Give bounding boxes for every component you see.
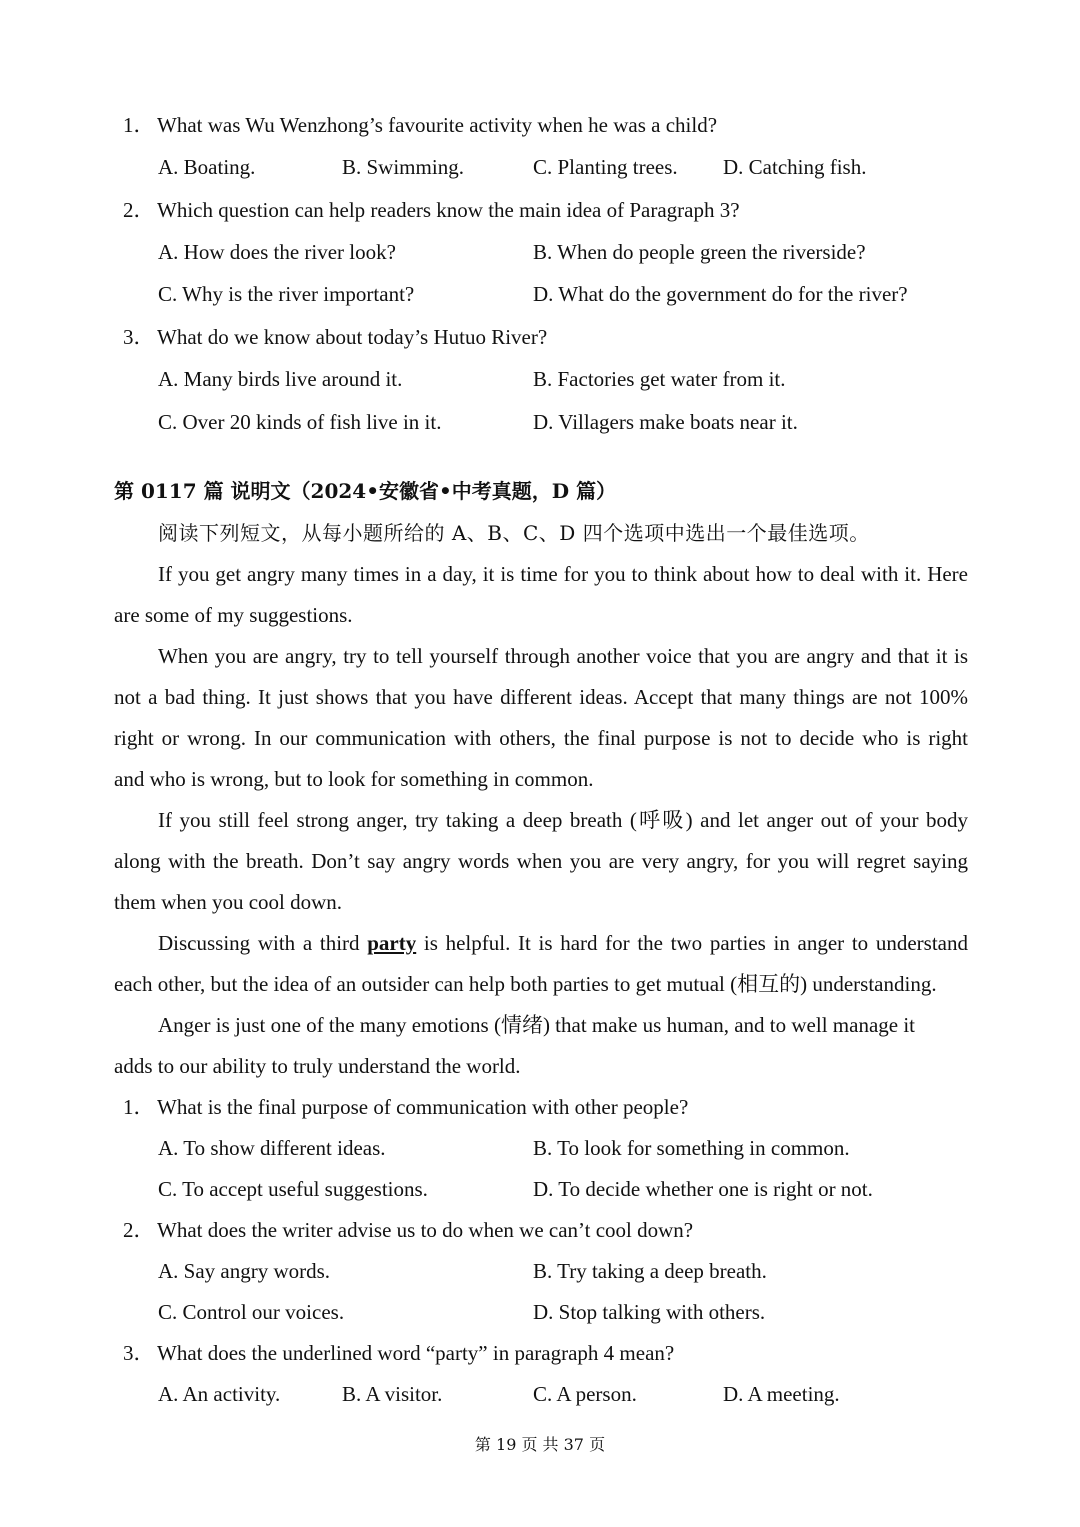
page-number: 第 19 页 共 37 页 [474, 1435, 606, 1454]
question-text: What do we know about today’s Hutuo River? [157, 325, 548, 349]
paragraph-line: adds to our ability to truly understand the world. [114, 1054, 521, 1078]
paragraph-line: are some of my suggestions. [114, 603, 353, 627]
option-a[interactable]: A. Many birds live around it. [158, 367, 403, 391]
instruction: 阅读下列短文，从每小题所给的 A、B、C、D 四个选项中选出一个最佳选项。 [158, 521, 870, 545]
option-b[interactable]: B. Try taking a deep breath. [533, 1259, 767, 1283]
paragraph-line: them when you cool down. [114, 890, 343, 914]
option-a[interactable]: A. Boating. [158, 155, 256, 179]
question-number: 2． [123, 1218, 155, 1242]
question-2 [123, 196, 740, 224]
question-text: What is the final purpose of communication with other people? [157, 1095, 689, 1119]
option-a[interactable]: A. How does the river look? [158, 240, 396, 264]
paragraph-line: Anger is just one of the many emotions (情绪) that make us human, and to well manage it [158, 1013, 916, 1037]
option-c[interactable]: C. Over 20 kinds of fish live in it. [158, 410, 442, 434]
question-text: What does the underlined word “party” in paragraph 4 mean? [157, 1341, 675, 1365]
paragraph-line: If you still feel strong anger, try taking a deep breath (呼吸) and let anger out of your body [158, 808, 968, 832]
paragraph-line: each other, but the idea of an outsider can help both parties to get mutual (相互的) understanding. [114, 972, 937, 996]
article-heading: 第 0117 篇 说明文（2024•安徽省•中考真题，D 篇） [114, 479, 617, 503]
option-a[interactable]: A. To show different ideas. [158, 1136, 386, 1160]
option-c[interactable]: C. A person. [533, 1382, 637, 1406]
option-b[interactable]: B. Factories get water from it. [533, 367, 786, 391]
option-d[interactable]: D. What do the government do for the river? [533, 282, 908, 306]
paragraph-line: along with the breath. Don’t say angry words when you are very angry, for you will regret saying [114, 849, 968, 873]
question-text: What was Wu Wenzhong’s favourite activity when he was a child? [157, 113, 718, 137]
paragraph-line: right or wrong. In our communication with others, the final purpose is not to decide who is right [114, 726, 968, 750]
question-text: What does the writer advise us to do when we can’t cool down? [157, 1218, 694, 1242]
option-c[interactable]: C. Control our voices. [158, 1300, 345, 1324]
option-c[interactable]: C. Why is the river important? [158, 282, 415, 306]
option-d[interactable]: D. Stop talking with others. [533, 1300, 766, 1324]
question-3 [123, 1339, 674, 1367]
question-number: 1． [123, 113, 155, 137]
paragraph-line [158, 929, 968, 957]
question-number: 2． [123, 198, 155, 222]
text-segment: Discussing with a third [158, 931, 368, 955]
text-segment: is helpful. It is hard for the two parties in anger to understand [416, 931, 968, 955]
paragraph-line: not a bad thing. It just shows that you have different ideas. Accept that many things are not 100% [114, 685, 968, 709]
question-text: Which question can help readers know the main idea of Paragraph 3? [157, 198, 740, 222]
paragraph-line: and who is wrong, but to look for something in common. [114, 767, 594, 791]
question-2 [123, 1216, 693, 1244]
option-a[interactable]: A. An activity. [158, 1382, 281, 1406]
option-b[interactable]: B. Swimming. [342, 155, 464, 179]
option-b[interactable]: B. When do people green the riverside? [533, 240, 866, 264]
paragraph-line: If you get angry many times in a day, it is time for you to think about how to deal with it. Here [158, 562, 968, 586]
option-d[interactable]: D. A meeting. [723, 1382, 840, 1406]
option-b[interactable]: B. A visitor. [342, 1382, 443, 1406]
question-1 [123, 111, 717, 139]
option-b[interactable]: B. To look for something in common. [533, 1136, 850, 1160]
underlined-word-party: party [367, 931, 417, 955]
option-d[interactable]: D. To decide whether one is right or not. [533, 1177, 873, 1201]
option-a[interactable]: A. Say angry words. [158, 1259, 331, 1283]
question-1 [123, 1093, 688, 1121]
paragraph-line: When you are angry, try to tell yourself through another voice that you are angry and that it is [158, 644, 968, 668]
option-c[interactable]: C. Planting trees. [533, 155, 678, 179]
option-c[interactable]: C. To accept useful suggestions. [158, 1177, 428, 1201]
question-number: 3． [123, 1341, 155, 1365]
question-number: 3． [123, 325, 155, 349]
option-d[interactable]: D. Villagers make boats near it. [533, 410, 798, 434]
question-number: 1． [123, 1095, 155, 1119]
option-d[interactable]: D. Catching fish. [723, 155, 867, 179]
question-3 [123, 323, 547, 351]
